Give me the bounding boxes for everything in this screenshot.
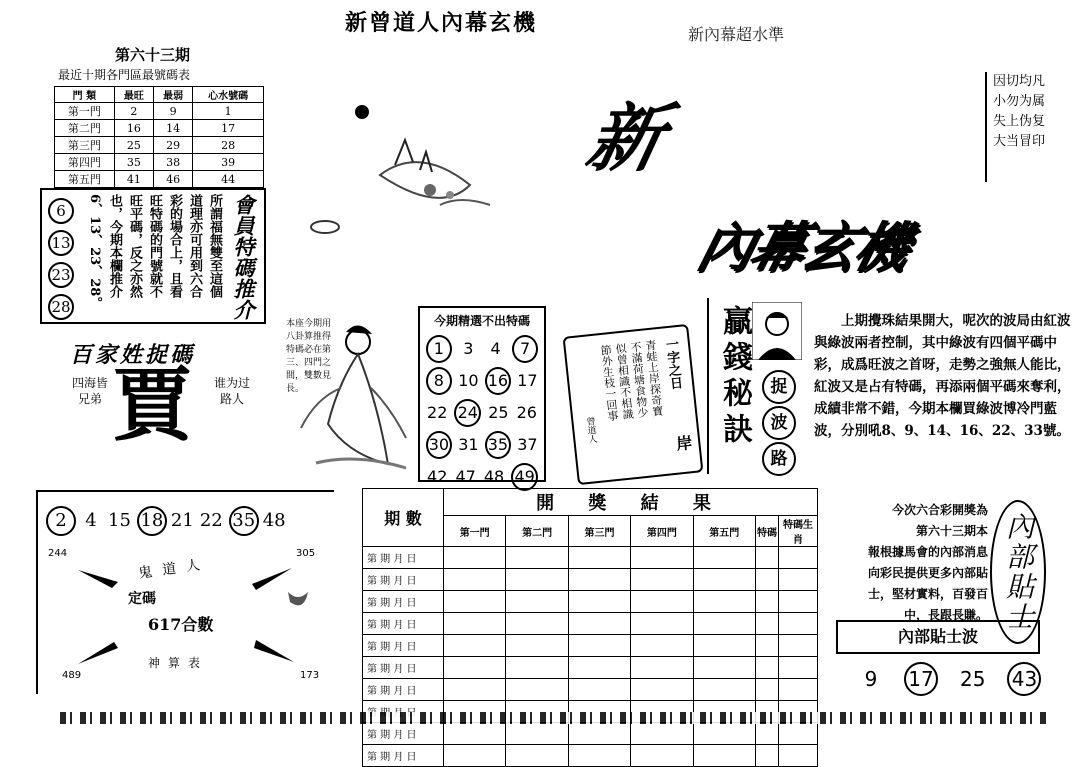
circled-number: 28: [48, 294, 74, 320]
result-cell: [506, 635, 568, 657]
result-cell: [568, 657, 630, 679]
result-cell: [506, 591, 568, 613]
cold-value: 38: [153, 154, 192, 171]
tips-line: 向彩民提供更多內部貼: [867, 566, 988, 580]
col-hot: 最旺: [114, 87, 153, 103]
hot-value: 2: [114, 103, 153, 120]
col-cold: 最弱: [153, 87, 192, 103]
result-cell: [506, 657, 568, 679]
wheel-number: 48: [262, 510, 286, 531]
pick-number: 7: [512, 335, 538, 363]
wheel-arrows: [38, 492, 334, 694]
results-header-row: [363, 489, 818, 516]
bottom-border-pattern: [60, 712, 1050, 724]
badge-capture: 捉: [762, 370, 796, 404]
riddle-scroll: [563, 324, 704, 485]
result-cell: [756, 723, 779, 745]
header-slogan: 新內幕超水準: [688, 25, 785, 44]
corner-line: 小勿为属: [993, 94, 1046, 109]
table-row: [363, 591, 818, 613]
result-cell: [444, 547, 506, 569]
issue-cell: 第 期 月 日: [363, 613, 444, 635]
pick-grid: [423, 333, 541, 493]
result-cell: [756, 569, 779, 591]
issue-cell: 第 期 月 日: [363, 679, 444, 701]
pick-grid-row: [423, 365, 541, 397]
col-results-title: 開 獎 結 果: [444, 489, 818, 516]
recommend-line: 6、13、23、28。: [87, 194, 102, 310]
result-cell: [444, 635, 506, 657]
recommend-line: 所謂福無雙至這個: [207, 194, 222, 298]
subcol: 第二門: [506, 516, 568, 547]
result-cell: [779, 723, 818, 745]
corner-number-bl: 489: [62, 670, 82, 681]
result-cell: [568, 591, 630, 613]
corner-line: 因切均凡: [993, 74, 1046, 89]
result-cell: [568, 613, 630, 635]
door-table-header: [55, 87, 264, 103]
result-cell: [444, 723, 506, 745]
badge-wave: 波: [762, 406, 796, 440]
logo-big-character: 新: [579, 96, 672, 182]
result-cell: [693, 613, 755, 635]
issue-label: 第六十三期: [115, 46, 191, 64]
portrait: [752, 302, 802, 360]
pick-number: 4: [490, 339, 501, 358]
wheel-number: 2: [46, 506, 76, 536]
scroll-line: 不滿荷塘食物少: [628, 340, 650, 419]
badge-road: 路: [762, 442, 796, 476]
result-cell: [779, 569, 818, 591]
result-cell: [756, 635, 779, 657]
result-cell: [631, 679, 693, 701]
tips-numbers: [860, 662, 1063, 696]
result-cell: [756, 547, 779, 569]
pick-number: 24: [454, 399, 481, 427]
pick-number: 35: [485, 431, 511, 459]
result-cell: [693, 635, 755, 657]
result-cell: [444, 679, 506, 701]
door-name: 第五門: [55, 171, 115, 188]
secret-vertical-title: 贏錢秘訣: [717, 305, 752, 449]
circled-number: 13: [48, 230, 74, 256]
tips-number: 43: [1007, 662, 1041, 696]
result-cell: [568, 745, 630, 767]
result-cell: [756, 657, 779, 679]
result-cell: [779, 679, 818, 701]
pick-value: 44: [193, 171, 264, 188]
result-cell: [444, 591, 506, 613]
issue-cell: 第 期 月 日: [363, 635, 444, 657]
table-row: [363, 679, 818, 701]
pick-grid-row: [423, 333, 541, 365]
result-cell: [756, 679, 779, 701]
subcol: 第五門: [693, 516, 755, 547]
door-table: [54, 86, 264, 188]
pick-number: 37: [517, 435, 538, 454]
result-cell: [779, 657, 818, 679]
circled-number: 23: [48, 262, 74, 288]
hot-value: 16: [114, 120, 153, 137]
recommend-box: [40, 188, 266, 324]
table-row: [55, 120, 264, 137]
tips-number: 25: [960, 667, 986, 691]
result-cell: [506, 745, 568, 767]
result-cell: [693, 723, 755, 745]
table-row: [363, 547, 818, 569]
result-cell: [444, 745, 506, 767]
wheel-number: 4: [85, 510, 97, 531]
pick-number: 48: [483, 467, 505, 486]
result-cell: [779, 635, 818, 657]
issue-cell: 第 期 月 日: [363, 723, 444, 745]
result-cell: [568, 569, 630, 591]
hundred-family-right: 谁为过路人: [213, 376, 250, 406]
col-issue: 期 數: [363, 489, 444, 547]
result-cell: [631, 745, 693, 767]
table-row: [363, 569, 818, 591]
table-row: [363, 613, 818, 635]
pick-grid-row: [423, 397, 541, 429]
result-cell: [631, 723, 693, 745]
wheel-top-text: 鬼道人: [137, 556, 211, 582]
cold-value: 9: [153, 103, 192, 120]
hot-value: 41: [114, 171, 153, 188]
result-cell: [631, 569, 693, 591]
cold-value: 46: [153, 171, 192, 188]
table-row: [363, 635, 818, 657]
result-cell: [631, 635, 693, 657]
table-row: [363, 657, 818, 679]
wheel-number: 21: [170, 510, 194, 531]
pick-number: 22: [427, 403, 448, 422]
small-note: 本座今期用八卦算推得特碼必在第三、四門之間，雙數見長。: [286, 319, 332, 394]
result-cell: [693, 657, 755, 679]
result-cell: [779, 547, 818, 569]
result-cell: [631, 591, 693, 613]
pick-number: 17: [517, 371, 538, 390]
result-cell: [693, 547, 755, 569]
result-cell: [444, 657, 506, 679]
pick-grid-row: [423, 429, 541, 461]
pick-value: 1: [193, 103, 264, 120]
wheel-label: 定碼: [128, 591, 156, 607]
issue-cell: 第 期 月 日: [363, 745, 444, 767]
secret-paragraph: 上期攪珠結果開大，呢次的波局由紅波與綠波兩者控制，其中綠波有四個平碼中彩，成爲旺波之首呀，走勢之強無人能比，紅波又是占有特碼，再添兩個平碼來奪利，成績非常不錯，今期本欄買綠波博冷門藍波，分別吼8、9、14、16、22、33號。: [814, 313, 1071, 439]
result-cell: [779, 745, 818, 767]
circled-column: [48, 198, 76, 320]
recommend-line: 也，今期本欄推介: [107, 194, 122, 298]
table-row: [55, 103, 264, 120]
subcol: 特碼生肖: [779, 516, 818, 547]
landscape-illustration: [300, 95, 510, 245]
corner-number-tr: 305: [296, 548, 316, 559]
issue-cell: 第 期 月 日: [363, 569, 444, 591]
pick-number: 49: [511, 463, 538, 491]
result-cell: [779, 591, 818, 613]
cold-value: 14: [153, 120, 192, 137]
recommend-text: [82, 194, 224, 318]
secret-divider: [707, 298, 709, 474]
result-cell: [693, 591, 755, 613]
tips-box-title: 內部貼士波: [836, 620, 1040, 654]
result-cell: [631, 657, 693, 679]
result-cell: [631, 613, 693, 635]
wheel-number: 15: [108, 510, 131, 531]
result-cell: [568, 723, 630, 745]
results-table: [362, 488, 818, 767]
pick-grid-box: [418, 306, 546, 486]
pick-number: 42: [427, 467, 448, 486]
pick-value: 17: [193, 120, 264, 137]
result-cell: [693, 745, 755, 767]
hundred-family-left: 四海皆兄弟: [71, 376, 108, 406]
issue-cell: 第 期 月 日: [363, 657, 444, 679]
table-row: [363, 723, 818, 745]
corner-number-tl: 244: [48, 548, 68, 559]
scroll-lines: [598, 339, 670, 465]
issue-cell: 第 期 月 日: [363, 547, 444, 569]
result-cell: [506, 569, 568, 591]
pick-number: 31: [458, 435, 479, 454]
main-title: 新曾道人內幕玄機: [345, 10, 538, 36]
pick-value: 39: [193, 154, 264, 171]
result-cell: [568, 547, 630, 569]
wheel-number: 18: [137, 506, 167, 536]
pick-number: 26: [516, 403, 537, 422]
door-name: 第二門: [55, 120, 115, 137]
circled-number: 6: [48, 198, 74, 224]
result-cell: [693, 569, 755, 591]
pick-number: 25: [488, 403, 509, 422]
result-cell: [631, 547, 693, 569]
door-name: 第四門: [55, 154, 115, 171]
pick-value: 28: [193, 137, 264, 154]
tips-line: 中，長跟長賺。: [903, 608, 988, 622]
wheel-number: 35: [229, 506, 259, 536]
result-cell: [693, 679, 755, 701]
pick-grid-title: 今期精選不出特碼: [433, 314, 530, 328]
result-cell: [568, 679, 630, 701]
pick-number: 30: [426, 431, 452, 459]
wheel-bottom-text: 神算表: [148, 656, 209, 670]
tips-number: 17: [904, 662, 938, 696]
corner-line: 大当冒印: [993, 134, 1046, 149]
result-cell: [506, 679, 568, 701]
wheel-sum: 617合數: [148, 615, 214, 634]
scroll-heading: 一字之日: [662, 337, 683, 391]
table-row: [55, 171, 264, 188]
result-cell: [568, 635, 630, 657]
subcol: 第三門: [568, 516, 630, 547]
hundred-family-title: 百家姓捉碼: [70, 343, 196, 368]
recommend-stamp: 會員特碼推介: [231, 194, 255, 320]
tips-line: 今次六合彩開獎為: [891, 503, 988, 517]
result-cell: [506, 723, 568, 745]
tips-line: 第六十三期本: [915, 524, 988, 538]
scroll-line: 似曾相識不相識: [613, 342, 635, 421]
lady-illustration: [296, 318, 414, 476]
result-cell: [756, 613, 779, 635]
scroll-line: 節外生枝一回事: [598, 343, 620, 422]
result-cell: [506, 613, 568, 635]
hot-value: 35: [114, 154, 153, 171]
tips-text: [818, 500, 988, 626]
recommend-line: 旺平碼，反之亦然: [127, 194, 142, 298]
scroll-sign: 曾道人: [584, 416, 597, 445]
issue-cell: 第 期 月 日: [363, 591, 444, 613]
tips-stamp: 內部貼士: [990, 500, 1046, 644]
corner-box: [985, 72, 1065, 182]
result-cell: [506, 547, 568, 569]
pick-number: 10: [458, 371, 479, 390]
cold-value: 29: [153, 137, 192, 154]
result-cell: [756, 591, 779, 613]
tips-number: 9: [864, 667, 878, 691]
tips-line: 報根據馬會的內部消息: [867, 545, 988, 559]
result-cell: [779, 613, 818, 635]
pick-number: 47: [455, 467, 476, 486]
result-cell: [444, 613, 506, 635]
hundred-family-big-char: 賈: [112, 358, 192, 452]
subcol: 特碼: [756, 516, 779, 547]
logo-main-text: 內幕玄機: [691, 216, 915, 279]
col-door: 門 類: [55, 87, 115, 103]
pick-number: 1: [426, 335, 452, 363]
result-cell: [444, 569, 506, 591]
col-pick: 心水號碼: [193, 87, 264, 103]
corner-number-br: 173: [300, 670, 320, 681]
hot-value: 25: [114, 137, 153, 154]
wheel-box: [36, 490, 334, 694]
recommend-line: 道理亦可用到六合: [187, 194, 202, 298]
table-caption: 最近十期各門區最號碼表: [58, 68, 191, 82]
result-cell: [756, 745, 779, 767]
door-name: 第一門: [55, 103, 115, 120]
subcol: 第四門: [631, 516, 693, 547]
subcol: 第一門: [444, 516, 506, 547]
table-row: [363, 745, 818, 767]
pick-number: 3: [463, 339, 474, 358]
wheel-number: 22: [199, 510, 223, 531]
recommend-line: 彩的場合上，且看: [167, 194, 182, 298]
table-row: [55, 137, 264, 154]
scroll-answer: 岸: [675, 433, 694, 454]
door-name: 第三門: [55, 137, 115, 154]
recommend-line: 旺特碼的門號就不: [147, 194, 162, 298]
tips-line: 士，堅材實料，百發百: [867, 587, 988, 601]
pick-number: 8: [426, 367, 452, 395]
table-row: [55, 154, 264, 171]
pick-number: 16: [485, 367, 511, 395]
scroll-line: 青蛙上岸探奇寶: [643, 339, 665, 418]
corner-line: 失上伪复: [993, 114, 1046, 129]
